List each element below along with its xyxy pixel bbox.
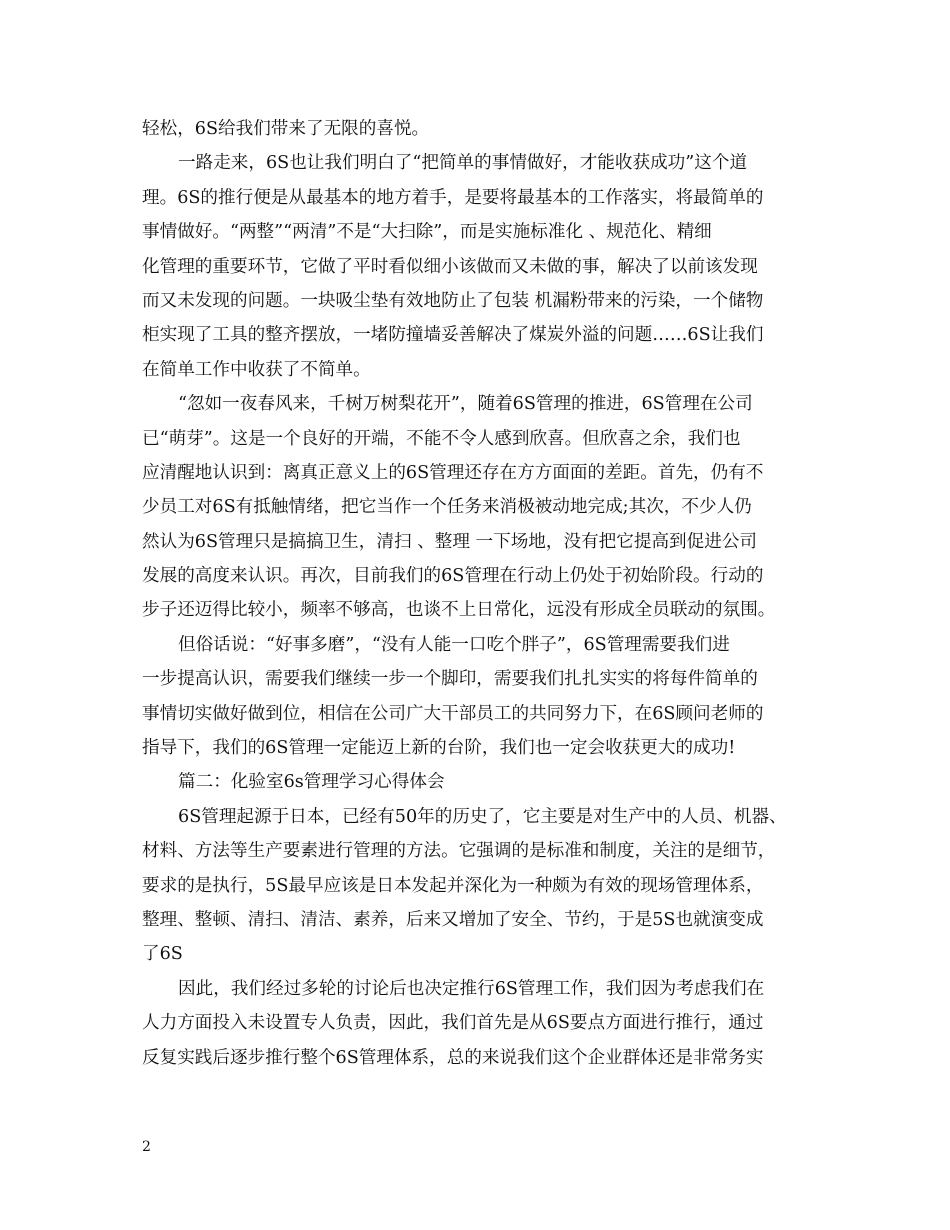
text-line: 理。6S的推行便是从最基本的地方着手，是要将最基本的工作落实，将最简单的 — [142, 187, 764, 208]
text-line: 少员工对6S有抵触情绪，把它当作一个任务来消极被动地完成;其次，不少人仍 — [142, 497, 752, 518]
text-line: 在简单工作中收获了不简单。 — [142, 359, 371, 380]
text-line: 然认为6S管理只是搞搞卫生，清扫 、整理 一下场地，没有把它提高到促进公司 — [142, 531, 758, 552]
paragraph-start-line: 6S管理起源于日本，已经有50年的历史了，它主要是对生产中的人员、机器、 — [178, 806, 787, 827]
section-heading: 篇二：化验室6s管理学习心得体会 — [178, 772, 445, 793]
text-line: 步子还迈得比较小，频率不够高，也谈不上日常化，远没有形成全员联动的氛围。 — [142, 600, 776, 621]
paragraph-start-line: “忽如一夜春风来，千树万树梨花开”，随着6S管理的推进，6S管理在公司 — [178, 394, 753, 415]
text-line: 柜实现了工具的整齐摆放，一堵防撞墙妥善解决了煤炭外溢的问题……6S让我们 — [142, 325, 764, 346]
text-line: 而又未发现的问题。一块吸尘垫有效地防止了包装 机漏粉带来的污染，一个储物 — [142, 290, 764, 311]
text-line: 应清醒地认识到：离真正意义上的6S管理还存在方方面面的差距。首先，仍有不 — [142, 462, 764, 483]
text-line: 要求的是执行，5S最早应该是日本发起并深化为一种颇为有效的现场管理体系， — [142, 875, 764, 896]
paragraph-start-line: 但俗话说：“好事多磨”，“没有人能一口吃个胖子”，6S管理需要我们进 — [178, 634, 730, 655]
text-line: 材料、方法等生产要素进行管理的方法。它强调的是标准和制度，关注的是细节， — [142, 841, 776, 862]
text-line: 事情做好。“两整”“两清”不是“大扫除”，而是实施标准化 、规范化、精细 — [142, 222, 712, 243]
text-line: 一步提高认识，需要我们继续一步一个脚印，需要我们扎扎实实的将每件简单的 — [142, 669, 758, 690]
text-line: 人力方面投入未设置专人负责，因此，我们首先是从6S要点方面进行推行，通过 — [142, 1013, 764, 1034]
text-line: 整理、整顿、清扫、清洁、素养，后来又增加了安全、节约，于是5S也就演变成 — [142, 909, 764, 930]
text-line: 反复实践后逐步推行整个6S管理体系，总的来说我们这个企业群体还是非常务实 — [142, 1047, 764, 1068]
paragraph-start-line: 因此，我们经过多轮的讨论后也决定推行6S管理工作，我们因为考虑我们在 — [178, 978, 765, 999]
text-line: 了6S — [142, 944, 183, 965]
text-line: 事情切实做好做到位，相信在公司广大干部员工的共同努力下，在6S顾问老师的 — [142, 703, 764, 724]
text-line: 已“萌芽”。这是一个良好的开端，不能不令人感到欣喜。但欣喜之余，我们也 — [142, 428, 741, 449]
text-line: 发展的高度来认识。再次，目前我们的6S管理在行动上仍处于初始阶段。行动的 — [142, 566, 764, 587]
document-body — [142, 112, 824, 1075]
text-line: 化管理的重要环节，它做了平时看似细小该做而又未做的事，解决了以前该发现 — [142, 256, 758, 277]
paragraph-start-line: 一路走来，6S也让我们明白了“把简单的事情做好，才能收获成功”这个道 — [178, 153, 748, 174]
page-number: 2 — [142, 1139, 151, 1155]
text-line: 指导下，我们的6S管理一定能迈上新的台阶，我们也一定会收获更大的成功! — [142, 738, 736, 759]
text-line: 轻松，6S给我们带来了无限的喜悦。 — [142, 119, 430, 139]
